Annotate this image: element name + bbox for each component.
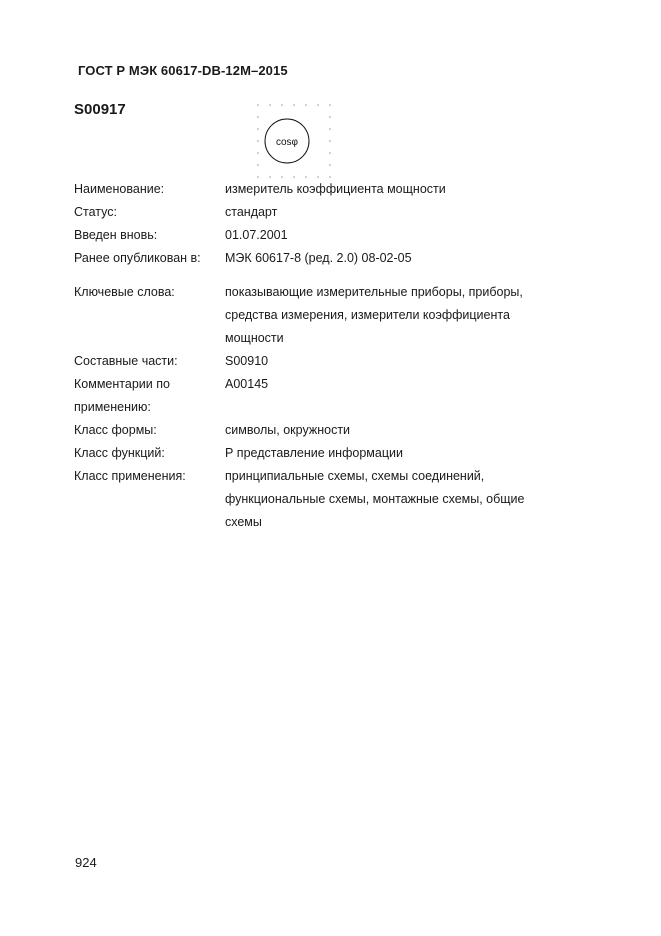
page-number: 924 [75, 855, 97, 870]
property-row-function-class [74, 442, 574, 465]
property-row-keywords [74, 281, 574, 350]
property-label: Ранее опубликован в: [74, 251, 201, 265]
property-value: стандарт [225, 205, 278, 219]
property-value: показывающие измерительные приборы, приборы, средства измерения, измерители коэффициента мощности [225, 285, 523, 345]
property-value: S00910 [225, 354, 269, 368]
property-row-components [74, 350, 574, 373]
property-label: Класс формы: [74, 423, 157, 437]
property-value: 01.07.2001 [225, 228, 288, 242]
property-value: символы, окружности [225, 423, 351, 437]
power-factor-meter-symbol-icon [252, 100, 336, 184]
property-row-name [74, 178, 574, 201]
property-label: Комментарии по применению: [74, 377, 170, 414]
property-label: Наименование: [74, 182, 165, 196]
property-label: Статус: [74, 205, 117, 219]
property-value: измеритель коэффициента мощности [225, 182, 446, 196]
document-header: ГОСТ Р МЭК 60617-DB-12M–2015 [78, 63, 288, 78]
property-label: Класс функций: [74, 446, 165, 460]
symbol-code: S00917 [74, 101, 126, 118]
property-row-application-notes [74, 373, 574, 419]
property-value: МЭК 60617-8 (ред. 2.0) 08-02-05 [225, 251, 412, 265]
property-value: A00145 [225, 377, 269, 391]
property-label: Введен вновь: [74, 228, 158, 242]
property-row-status [74, 201, 574, 224]
property-label: Составные части: [74, 354, 178, 368]
property-value: принципиальные схемы, схемы соединений, функциональные схемы, монтажные схемы, общие схемы [225, 469, 525, 529]
property-label: Ключевые слова: [74, 285, 175, 299]
property-value: Р представление информации [225, 446, 403, 460]
symbol-figure [252, 100, 336, 184]
property-row-previously-published [74, 247, 574, 270]
property-row-application-class [74, 465, 574, 534]
figure-label: cosφ [275, 137, 299, 148]
properties-table [74, 178, 574, 534]
property-row-shape-class [74, 419, 574, 442]
property-row-introduced [74, 224, 574, 247]
property-label: Класс применения: [74, 469, 186, 483]
